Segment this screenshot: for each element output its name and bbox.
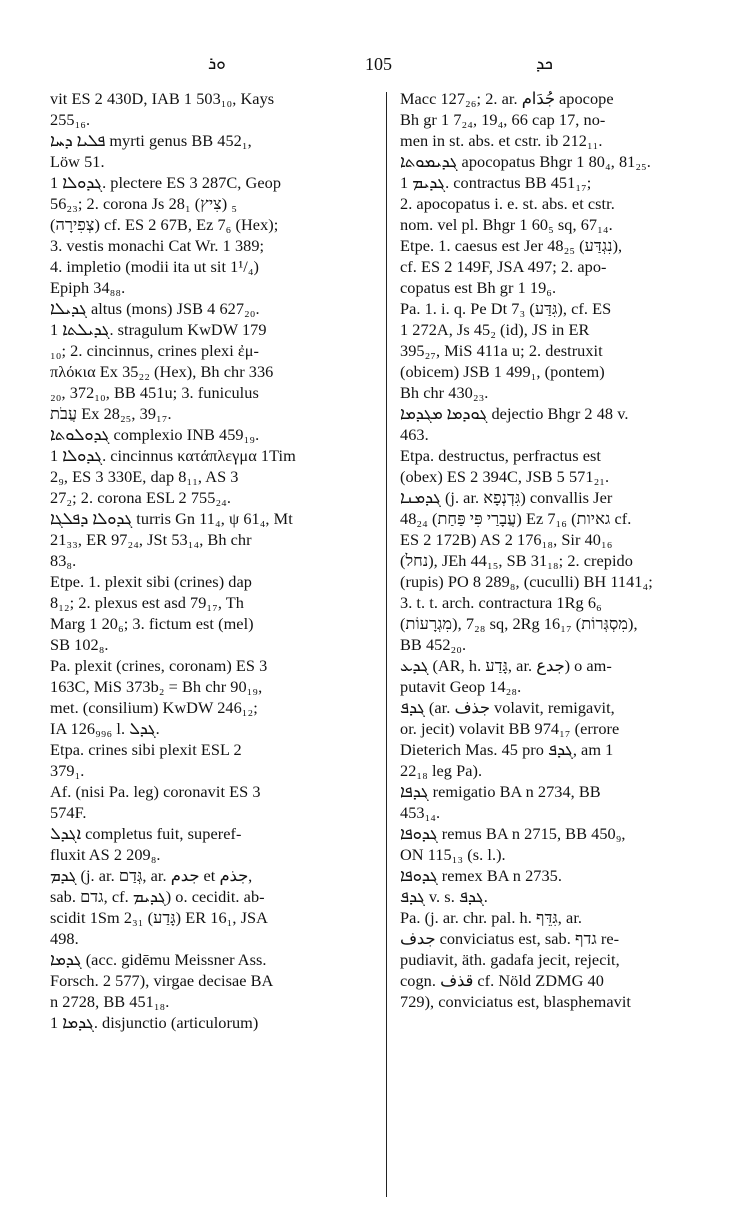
text-line: Af. (nisi Pa. leg) coronavit ES 3 (50, 782, 261, 801)
text-line: 27₂; 2. corona ESL 2 755₂₄. (50, 488, 232, 507)
text-line: 498. (50, 929, 79, 948)
text-line: ܓܕܝܡ 1. contractus BB 451₁₇; (400, 173, 592, 192)
text-line: men in st. abs. et cstr. ib 212₁₁. (400, 131, 603, 150)
text-line: Pa. plexit (crines, coronam) ES 3 (50, 656, 268, 675)
text-line: ܓܕܝܠܬܐ 1. stragulum KwDW 179 (50, 320, 267, 339)
page-header (0, 50, 750, 80)
text-line: جدف conviciatus est, sab. גדף re- (400, 929, 620, 948)
text-line: 574F. (50, 803, 87, 822)
text-line: n 2728, BB 451₁₈. (50, 992, 170, 1011)
text-line: cogn. قذف cf. Nöld ZDMG 40 (400, 971, 604, 990)
left-column (50, 88, 380, 1033)
text-line: Macc 127₂₆; 2. ar. جُدَام apocope (400, 89, 614, 108)
text-line: ܓܕܡܐ 1. disjunctio (articulorum) (50, 1013, 259, 1032)
text-line: 56₂₃; 2. corona Js 28₁ (צִיץ) ₅ (50, 194, 238, 213)
text-line: ₂₀, 372₁₀, BB 451u; 3. funiculus (50, 383, 259, 402)
text-line: ܓܕܦܐ remigatio BA n 2734, BB (400, 782, 601, 801)
text-line: Bh chr 430₂₃. (400, 383, 489, 402)
text-line: copatus est Bh gr 1 19₆. (400, 278, 557, 297)
text-line: putavit Geop 14₂₈. (400, 677, 522, 696)
text-line: sab. גדם, cf. ܓܕܝܡ) o. cecidit. ab- (50, 887, 265, 906)
text-line: met. (consilium) KwDW 246₁₂; (50, 698, 258, 717)
text-line: (מִגְרָעוֹת), 7₂₈ sq, 2Rg 16₁₇ (מִסְגְּרוֹת), (400, 614, 638, 633)
text-line: ON 115₁₃ (s. l.). (400, 845, 506, 864)
text-line: ܓܕܘܦܐ remus BA n 2715, BB 450₉, (400, 824, 626, 843)
text-line: ܓܕܡܢܐ (j. ar. גִּדְנְפָא) convallis Jer (400, 488, 613, 507)
text-line: IA 126₉₉₆ l. ܓܕܠ. (50, 719, 160, 738)
text-line: ܓܕܡܐ (acc. gidēmu Meissner Ass. (50, 950, 267, 969)
text-line: nom. vel pl. Bhgr 1 60₅ sq, 67₁₄. (400, 215, 613, 234)
text-line: Forsch. 2 577), virgae decisae BA (50, 971, 274, 990)
text-line: Dieterich Mas. 45 pro ܓܕܦ, am 1 (400, 740, 614, 759)
text-line: (rupis) PO 8 289₈, (cuculli) BH 1141₄; (400, 572, 653, 591)
text-line: ܓܕܘܠܐ 1. cincinnus κατάπλεγμα 1Tim (50, 446, 296, 465)
text-line: Etpe. 1. plexit sibi (crines) dap (50, 572, 252, 591)
column-divider (386, 92, 387, 1197)
text-line: Epiph 34₈₈. (50, 278, 126, 297)
text-line: ܓܕܥ (AR, h. גָּדַע, ar. جدع) o am- (400, 656, 612, 675)
text-line: (obex) ES 2 394C, JSB 5 571₂₁. (400, 467, 610, 486)
text-line: 255₁₆. (50, 110, 91, 129)
text-line: ܓܕܦ (ar. جذف volavit, remigavit, (400, 698, 615, 717)
header-left-word: ܘܪ (208, 54, 226, 73)
text-line: ܓܕܡ (j. ar. גְּדַם, ar. جدم et جذم, (50, 866, 253, 885)
text-line: 8₁₂; 2. plexus est asd 79₁₇, Th (50, 593, 244, 612)
text-line: pudiavit, äth. gadafa jecit, rejecit, (400, 950, 620, 969)
text-line: SB 102₈. (50, 635, 109, 654)
right-column (400, 88, 730, 1012)
text-line: Pa. 1. i. q. Pe Dt 7₃ (גִּדַּע), cf. ES (400, 299, 612, 318)
text-line: (נחל), JEh 44₁₅, SB 31₁₈; 2. crepido (400, 551, 633, 570)
text-line: Etpe. 1. caesus est Jer 48₂₅ (נִגְדַּע), (400, 236, 623, 255)
text-line: ܓܕܘܠܐ 1. plectere ES 3 287C, Geop (50, 173, 282, 192)
text-line: 463. (400, 425, 429, 444)
text-line: 83₈. (50, 551, 77, 570)
text-line: 163C, MiS 373b₂ = Bh chr 90₁₉, (50, 677, 263, 696)
text-line: 4. impletio (modii ita ut sit 1¹/₄) (50, 257, 260, 276)
text-line: ܓܕܝܠܐ altus (mons) JSB 4 627₂₀. (50, 299, 260, 318)
text-line: 453₁₄. (400, 803, 441, 822)
text-line: 1 272A, Js 45₂ (id), JS in ER (400, 320, 590, 339)
text-line: 3. t. t. arch. contractura 1Rg 6₆ (400, 593, 602, 612)
text-line: עֲבֹת Ex 28₂₅, 39₁₇. (50, 404, 172, 423)
text-line: 2. apocopatus i. e. st. abs. et cstr. (400, 194, 615, 213)
text-line: (obicem) JSB 1 499₁, (pontem) (400, 362, 605, 381)
page-number: 105 (365, 54, 392, 74)
text-line: ܓܕܘܠܐ ܕܦܠܓܐ turris Gn 11₄, ψ 61₄, Mt (50, 509, 293, 528)
text-line: 2₉, ES 3 330E, dap 8₁₁, AS 3 (50, 467, 239, 486)
text-line: ₁₀; 2. cincinnus, crines plexi ἐμ- (50, 341, 260, 360)
text-line: ܦܠܝܐ ܕܚܐ myrti genus BB 452₁, (50, 131, 252, 150)
text-line: Löw 51. (50, 152, 105, 171)
text-line: ܓܕܘܠܘܬܐ complexio INB 459₁₉. (50, 425, 260, 444)
text-line: Marg 1 20₆; 3. fictum est (mel) (50, 614, 254, 633)
text-line: ܓܕܦ v. s. ܓܕܦ. (400, 887, 488, 906)
text-line: vit ES 2 430D, IAB 1 503₁₀, Kays (50, 89, 275, 108)
text-line: 48₂₄ (עֲבָרַי פִּי פַּחַת) Ez 7₁₆ (גאיות cf. (400, 509, 632, 528)
text-line: Bh gr 1 7₂₄, 19₄, 66 cap 17, no- (400, 110, 606, 129)
text-line: fluxit AS 2 209₈. (50, 845, 161, 864)
text-line: scidit 1Sm 2₃₁ (גָּדַע) ER 16₁, JSA (50, 908, 268, 927)
text-line: 3. vestis monachi Cat Wr. 1 389; (50, 236, 265, 255)
text-line: or. jecit) volavit BB 974₁₇ (errore (400, 719, 620, 738)
text-line: ܐܓܕܠ completus fuit, superef- (50, 824, 242, 843)
text-line: cf. ES 2 149F, JSA 497; 2. apo- (400, 257, 607, 276)
text-line: 729), conviciatus est, blasphemavit (400, 992, 631, 1011)
text-line: ES 2 172B) AS 2 176₁₈, Sir 40₁₆ (400, 530, 613, 549)
header-right-word: ܟܕ (536, 54, 553, 73)
text-line: ܓܕܝܡܘܬܐ apocopatus Bhgr 1 80₄, 81₂₅. (400, 152, 651, 171)
text-line: Etpa. crines sibi plexit ESL 2 (50, 740, 242, 759)
text-line: BB 452₂₀. (400, 635, 467, 654)
text-line: 379₁. (50, 761, 85, 780)
text-line: 21₃₃, ER 97₂₄, JSt 53₁₄, Bh chr (50, 530, 252, 549)
text-line: ܓܕܘܦܐ remex BA n 2735. (400, 866, 562, 885)
text-line: Etpa. destructus, perfractus est (400, 446, 601, 465)
text-line: 395₂₇, MiS 411a u; 2. destruxit (400, 341, 603, 360)
text-line: 22₁₈ leg Pa). (400, 761, 483, 780)
text-line: ܓܘܕܡܐ ܡܓܕܡܐ dejectio Bhgr 2 48 v. (400, 404, 629, 423)
text-line: Pa. (j. ar. chr. pal. h. גִּדֵּף, ar. (400, 908, 583, 927)
text-line: (צְפִירָה) cf. ES 2 67B, Ez 7₆ (Hex); (50, 215, 279, 234)
text-line: πλόκια Ex 35₂₂ (Hex), Bh chr 336 (50, 362, 274, 381)
